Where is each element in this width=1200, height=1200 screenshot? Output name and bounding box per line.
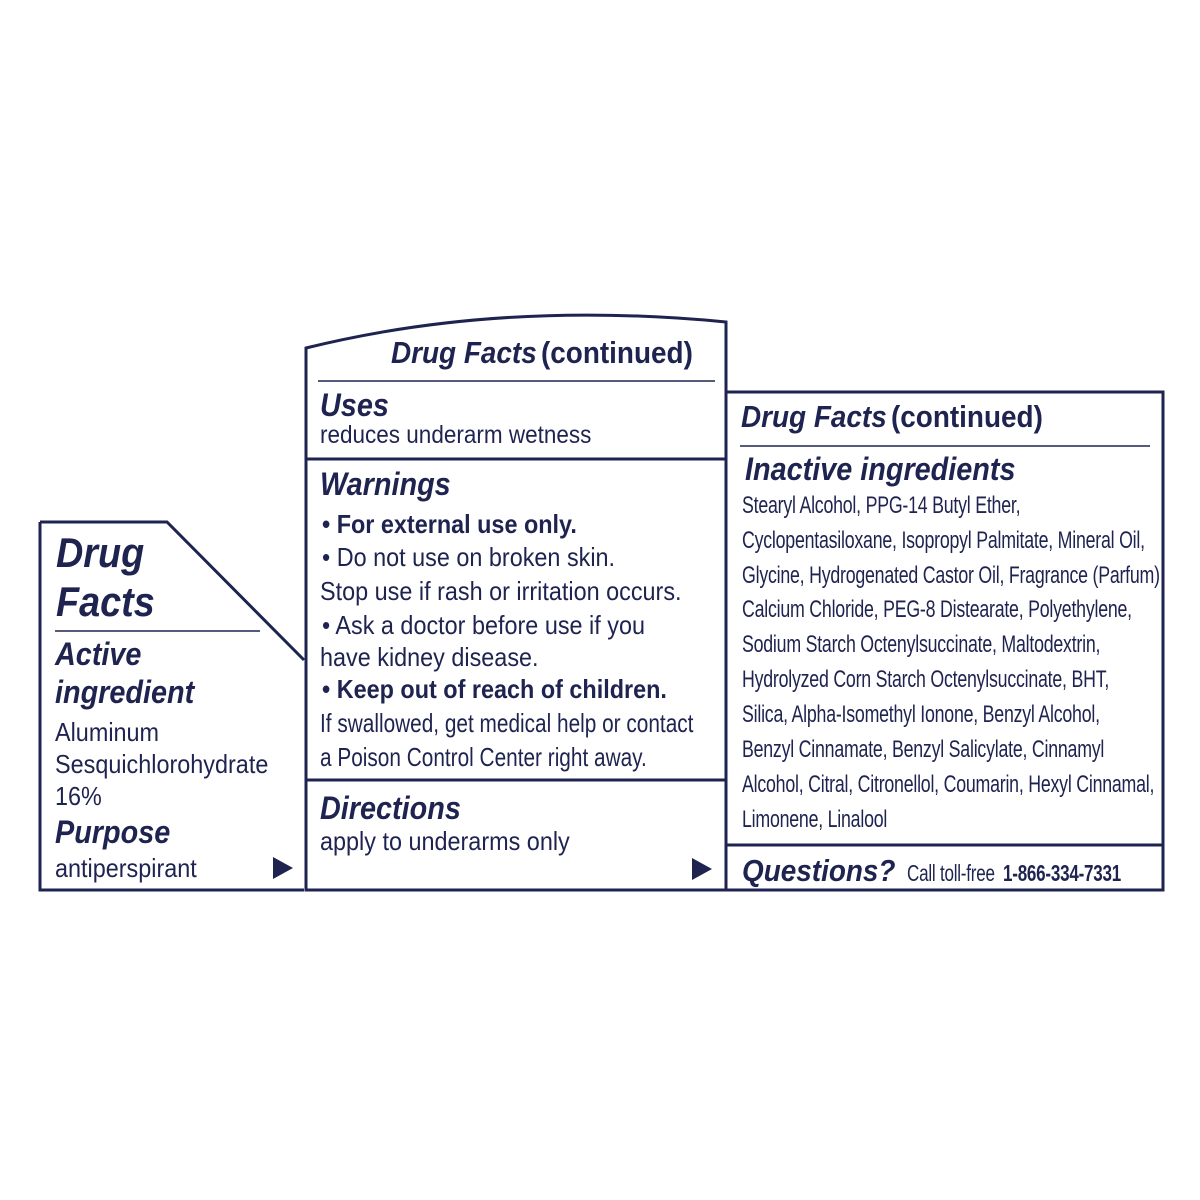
inactive-ingredients-line: Limonene, Linalool <box>742 806 888 833</box>
panel2-title-bold: Drug Facts <box>391 335 537 370</box>
uses-text: reduces underarm wetness <box>320 421 592 449</box>
panel3-title-bold: Drug Facts <box>741 399 887 434</box>
phone-number: 1-866-334-7331 <box>1003 860 1122 886</box>
warning-line-7: If swallowed, get medical help or contact <box>320 708 694 738</box>
panel2-title <box>391 335 710 371</box>
uses-heading: Uses <box>320 387 389 423</box>
purpose-heading: Purpose <box>55 814 171 850</box>
questions-text: Call toll-free <box>906 860 995 886</box>
active-ingredient-line2: Sesquichlorohydrate <box>55 749 269 779</box>
inactive-ingredients-line: Hydrolyzed Corn Starch Octenylsuccinate, BHT, <box>742 666 1110 693</box>
active-ingredient-line1: Aluminum <box>55 717 160 747</box>
warning-line-8: a Poison Control Center right away. <box>320 742 647 772</box>
warning-line-1: • For external use only. <box>322 509 577 539</box>
panel3-title-rest: (continued) <box>890 399 1043 434</box>
warning-line-5: have kidney disease. <box>320 642 539 672</box>
inactive-ingredients-line: Benzyl Cinnamate, Benzyl Salicylate, Cinnamyl <box>742 736 1105 763</box>
active-ingredient-heading-line2: ingredient <box>55 674 195 710</box>
active-ingredient-heading-line1: Active <box>55 636 142 672</box>
inactive-ingredients-line: Alcohol, Citral, Citronellol, Coumarin, Hexyl Cinnamal, <box>742 771 1155 798</box>
inactive-ingredients-line: Stearyl Alcohol, PPG-14 Butyl Ether, <box>742 492 1021 519</box>
active-ingredient-line3: 16% <box>55 781 102 811</box>
directions-text: apply to underarms only <box>320 826 570 856</box>
panel1-continue-arrow-icon <box>273 857 293 879</box>
panel3-title <box>741 399 1060 435</box>
warning-line-2: • Do not use on broken skin. <box>322 542 616 572</box>
inactive-ingredients-line: Cyclopentasiloxane, Isopropyl Palmitate, Mineral Oil, <box>742 527 1145 554</box>
warning-line-3: Stop use if rash or irritation occurs. <box>320 576 682 606</box>
questions-row <box>742 853 1163 889</box>
panel2-title-rest: (continued) <box>540 335 693 370</box>
warning-line-6: • Keep out of reach of children. <box>322 674 667 704</box>
inactive-ingredients-line: Sodium Starch Octenylsuccinate, Maltodextrin, <box>742 631 1101 658</box>
inactive-ingredients-line: Silica, Alpha-Isomethyl Ionone, Benzyl Alcohol, <box>742 701 1100 728</box>
warnings-heading: Warnings <box>320 466 451 502</box>
panel1-title-line1: Drug <box>56 529 145 576</box>
panel2-continue-arrow-icon <box>692 858 712 880</box>
directions-heading: Directions <box>320 790 461 826</box>
purpose-value: antiperspirant <box>55 853 197 883</box>
questions-heading: Questions? <box>742 853 896 888</box>
panel1-title-line2: Facts <box>56 578 155 625</box>
warning-line-4: • Ask a doctor before use if you <box>322 610 645 640</box>
inactive-ingredients-line: Calcium Chloride, PEG-8 Distearate, Polyethylene, <box>742 596 1132 623</box>
inactive-ingredients-heading: Inactive ingredients <box>745 451 1016 487</box>
inactive-ingredients-line: Glycine, Hydrogenated Castor Oil, Fragrance (Parfum), <box>742 562 1165 589</box>
